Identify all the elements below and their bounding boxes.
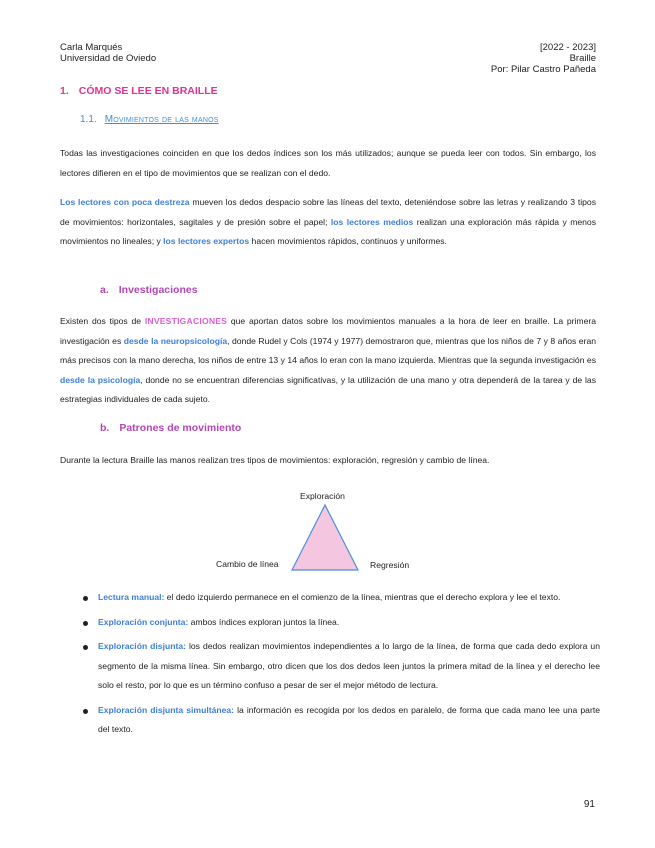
bullet-icon [83,709,88,714]
bullet-icon [83,621,88,626]
movement-types-list [60,588,600,745]
list-item-text: la información es recogida por los dedos en paralelo, de forma que cada mano lee una parte del texto. [98,704,600,734]
paragraph-investigations-text-3: , donde Rudel y Cols (1974 y 1977) demostraron que, mientras que los niños de 7 y 8 años eran más precisos con la mano derecha, los niños de entre 13 y 14 años lo eran con la mano izquierda. Mientras que la segunda investigación es [60,335,597,365]
triangle-shape [292,505,358,570]
subsection-a-heading [100,284,198,296]
section-1-number: 1. [60,85,69,97]
header-subject: Braille [569,53,596,64]
term-expert-readers: los lectores expertos [163,236,250,246]
header-year: [2022 - 2023] [540,42,596,53]
section-1-1-number: 1.1. [80,114,97,125]
movement-triangle-diagram [200,488,430,578]
paragraph-readers [60,193,596,252]
section-1-1-title: Movimientos de las manos [104,114,219,125]
list-item [60,701,600,740]
paragraph-investigations [60,312,596,410]
term-neuropsicologia: desde la neuropsicología [123,335,228,346]
list-item [60,613,600,633]
term-psicologia: desde la psicología [60,374,141,385]
bullet-icon [83,645,88,650]
label-regresion: Regresión [370,560,410,570]
header-left [60,42,156,64]
paragraph-investigations-text-4: , donde no se encuentran diferencias significativas, y la utilización de una mano y otra dependerá de la tarea y de las estrategias individuales de cada sujeto. [60,374,596,404]
label-exploracion: Exploración [300,491,345,501]
page-number: 91 [583,799,595,810]
paragraph-patterns: Durante la lectura Braille las manos realizan tres tipos de movimientos: exploración, regresión y cambio de línea. [60,455,490,465]
section-1-title: CÓMO SE LEE EN BRAILLE [78,85,218,97]
header-author: Carla Marqués [60,42,123,53]
list-item-text: los dedos realizan movimientos independientes a lo largo de la línea, de forma que cada dedo explora un segmento de la misma línea. Sin embargo, otro dicen que los dos dedos leen juntos la primera mitad de la línea y el derecho lee solo el resto, por lo que es un término confuso a pesar de ser el mejor método de lectura. [98,641,600,690]
list-item-term: Exploración disjunta: [98,641,186,651]
list-item-term: Exploración disjunta simultánea: [98,704,235,715]
list-item-term: Lectura manual: [98,592,165,602]
paragraph-investigations-text-2: que aportan datos sobre los movimientos manuales a la hora de leer en braille. La primera investigación es [60,316,596,346]
term-medium-readers: los lectores medios [330,216,414,227]
header-right [491,42,596,75]
section-1-1-heading [80,114,219,125]
term-investigaciones: INVESTIGACIONES [144,316,228,326]
paragraph-investigations-text-1: Existen dos tipos de [60,316,145,326]
label-cambio-de-linea: Cambio de línea [216,559,279,569]
subsection-b-heading [100,422,241,434]
paragraph-readers-text-2: realizan una exploración más rápida y menos movimientos no lineales; y [60,216,596,246]
header-university: Universidad de Oviedo [60,53,157,64]
term-low-skill-readers: Los lectores con poca destreza [60,197,190,207]
paragraph-intro: Todas las investigaciones coinciden en que los dedos índices son los más utilizados; aunque se pueda leer con todos. Sin embargo, los lectores difieren en el tipo de movimientos que se realizan con el dedo. [60,148,596,178]
subsection-b-number: b. [100,422,110,434]
list-item [60,588,600,608]
list-item [60,637,600,696]
header-professor: Por: Pilar Castro Pañeda [490,64,596,75]
bullet-icon [83,596,88,601]
section-1-heading [60,85,218,97]
list-item-term: Exploración conjunta: [98,616,189,627]
paragraph-readers-text-1: mueven los dedos despacio sobre las líneas del texto, deteniéndose sobre las letras y realizando 3 tipos de movimientos: horizontales, sagitales y de presión sobre el papel; [60,197,596,227]
list-item-text: ambos índices exploran juntos la línea. [188,616,340,627]
subsection-a-number: a. [100,284,109,296]
subsection-a-title: Investigaciones [118,284,198,296]
list-item-text: el dedo izquierdo permanece en el comienzo de la línea, mientras que el derecho explora y lee el texto. [164,592,561,602]
subsection-b-title: Patrones de movimiento [119,422,242,434]
paragraph-readers-text-3: hacen movimientos rápidos, continuos y uniformes. [249,236,447,246]
